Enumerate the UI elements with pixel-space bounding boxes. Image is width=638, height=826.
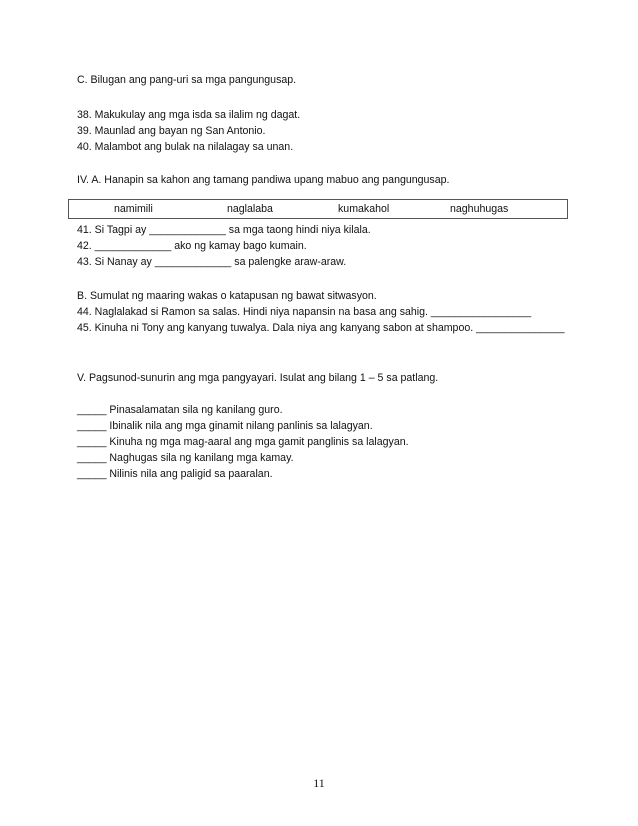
sequence-item: _____ Naghugas sila ng kanilang mga kamay. [77, 452, 294, 464]
word-box-item: naghuhugas [450, 203, 509, 215]
word-box-item: naglalaba [227, 203, 273, 215]
word-box-item: namimili [114, 203, 153, 215]
section-b-heading: B. Sumulat ng maaring wakas o katapusan ng bawat sitwasyon. [77, 290, 377, 302]
item-45: 45. Kinuha ni Tony ang kanyang tuwalya. Dala niya ang kanyang sabon at shampoo. _______________ [77, 322, 565, 334]
word-box-item: kumakahol [338, 203, 390, 215]
item-38: 38. Makukulay ang mga isda sa ilalim ng dagat. [77, 109, 301, 121]
item-39: 39. Maunlad ang bayan ng San Antonio. [77, 125, 266, 137]
section-iv-a-heading: IV. A. Hanapin sa kahon ang tamang pandiwa upang mabuo ang pangungusap. [77, 174, 450, 186]
item-43: 43. Si Nanay ay _____________ sa palengke araw-araw. [77, 256, 347, 268]
page-number: 11 [313, 776, 325, 790]
sequence-item: _____ Nilinis nila ang paligid sa paaralan. [77, 468, 273, 480]
item-40: 40. Malambot ang bulak na nilalagay sa unan. [77, 141, 294, 153]
section-c-heading: C. Bilugan ang pang-uri sa mga pangungusap. [77, 74, 297, 86]
item-42: 42. _____________ ako ng kamay bago kumain. [77, 240, 307, 252]
section-v-heading: V. Pagsunod-sunurin ang mga pangyayari. Isulat ang bilang 1 – 5 sa patlang. [77, 372, 439, 384]
item-41: 41. Si Tagpi ay _____________ sa mga taong hindi niya kilala. [77, 224, 371, 236]
sequence-item: _____ Ibinalik nila ang mga ginamit nilang panlinis sa lalagyan. [77, 420, 373, 432]
sequence-item: _____ Kinuha ng mga mag-aaral ang mga gamit panglinis sa lalagyan. [77, 436, 409, 448]
sequence-item: _____ Pinasalamatan sila ng kanilang guro. [77, 404, 283, 416]
item-44: 44. Naglalakad si Ramon sa salas. Hindi niya napansin na basa ang sahig. _________________ [77, 306, 532, 318]
word-box [68, 199, 568, 219]
